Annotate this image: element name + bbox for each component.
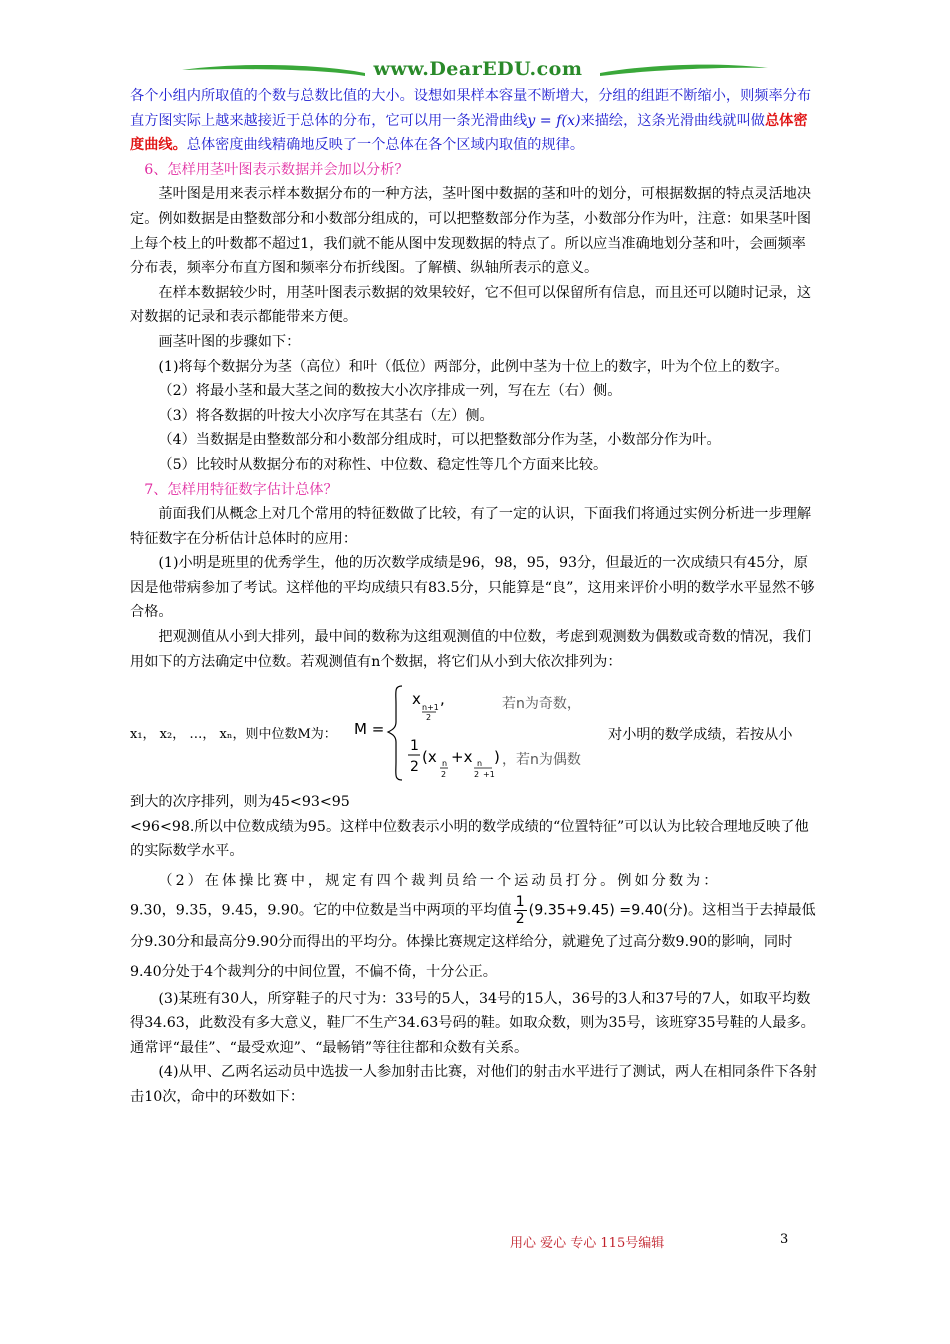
svg-text:(x: (x (422, 748, 437, 767)
example-1: (1)小明是班里的优秀学生，他的历次数学成绩是96，98，95，93分，但最近的一次成绩只有45分，原因是他带病参加了考试。这样他的平均成绩只有83.5分，只能算是“良”，这用来评价小明的数学水平显然不够合格。 (130, 555, 815, 621)
svg-text:x: x (412, 690, 421, 709)
svg-text:+x: +x (451, 748, 473, 767)
page-number: 3 (780, 1232, 789, 1247)
highlight-term: 总体密度曲线。 (130, 112, 808, 154)
paragraph-density-curve: 各个小组内所取值的个数与总数比值的大小。设想如果样本容量不断增大，分组的组距不断缩小，则频率分布直方图实际上越来越接近于总体的分布，它可以用一条光滑曲线y = f(x)来描绘，这条光滑曲线就叫做总体密度曲线。总体密度曲线精确地反映了一个总体在各个区域内取值的规律。 (130, 88, 812, 154)
svg-text:+1: +1 (483, 770, 495, 780)
footer-text: 用心 爱心 专心 115号编辑 (510, 1236, 665, 1251)
median-formula (352, 678, 602, 786)
header-banner (180, 56, 770, 86)
step-3: （3）将各数据的叶按大小次序写在其茎右（左）侧。 (158, 407, 494, 424)
example-2-intro: （2）在体操比赛中，规定有四个裁判员给一个运动员打分。例如分数为： (158, 873, 721, 890)
example-4: (4)从甲、乙两名运动员中选拔一人参加射击比赛，对他们的射击水平进行了测试，两人在相同条件下各射击10次，命中的环数如下： (130, 1064, 817, 1105)
formula-tail-text: 对小明的数学成绩，若按从小 (608, 727, 793, 744)
svg-text:M =: M = (354, 720, 385, 739)
formula-inline: y = f(x) (527, 112, 581, 129)
svg-text:2: 2 (474, 770, 480, 780)
formula-case-odd: 若n为奇数， (502, 696, 581, 713)
section-heading-6: 6、怎样用茎叶图表示数据并会加以分析？ (144, 161, 409, 178)
step-4: （4）当数据是由整数部分和小数部分组成时，可以把整数部分作为茎，小数部分作为叶。 (158, 432, 721, 449)
paragraph-stem-leaf: 茎叶图是用来表示样本数据分布的一种方法，茎叶图中数据的茎和叶的划分，可根据数据的特点灵活地决定。例如数据是由整数部分和小数部分组成的，可以把整数部分作为茎，小数部分作为叶，注意：如果茎叶图上每个枝上的叶数都不超过1，我们就不能从图中发现数据的特点了。所以应当准确地划分茎和叶，会画频率分布表，频率分布直方图和频率分布折线图。了解横、纵轴所表示的意义。 (130, 186, 812, 277)
svg-text:2: 2 (441, 770, 447, 780)
gymnastics-formula: (9.35+9.45) =9.40(分) (528, 902, 689, 919)
svg-text:2: 2 (426, 713, 432, 723)
main-content (130, 84, 820, 1110)
step-2: （2）将最小茎和最大茎之间的数按大小次序排成一列，写在左（右）侧。 (158, 383, 622, 400)
formula-lead-text: x₁， x₂， …， xₙ，则中位数M为： (130, 727, 337, 743)
example-2-body: 9.30，9.35，9.45，9.90。它的中位数是当中两项的平均值 $\frac{1}{2}$ (9.35+9.45) =9.40(分)。这相当于去掉最低分9.30分和最高分9.90分而得出的平均分。体操比赛规定这样给分，就避免了过高分数9.90的影响，同时9.40分处于4个裁判分的中间位置，不偏不倚，十分公正。 (130, 893, 816, 980)
site-logo[interactable]: www.DearEDU.com (373, 58, 583, 80)
paragraph-sorted-a: 到大的次序排列，则为45<93<95 (130, 794, 350, 811)
step-5: （5）比较时从数据分布的对称性、中位数、稳定性等几个方面来比较。 (158, 456, 608, 473)
paragraph-steps-intro: 画茎叶图的步骤如下： (158, 333, 301, 350)
svg-text:,: , (440, 690, 445, 709)
svg-text:n: n (442, 759, 448, 769)
section-heading-7: 7、怎样用特征数字估计总体？ (144, 481, 338, 498)
one-half-fraction: $\frac{1}{2}$ (515, 893, 525, 927)
paragraph-median-def: 把观测值从小到大排列，最中间的数称为这组观测值的中位数，考虑到观测数为偶数或奇数的情况，我们用如下的方法确定中位数。若观测值有n个数据，将它们从小到大依次排列为： (130, 629, 812, 670)
median-formula-row (130, 678, 820, 786)
step-1: (1)将每个数据分为茎（高位）和叶（低位）两部分，此例中茎为十位上的数字，叶为个位上的数字。 (158, 358, 789, 375)
paragraph-stem-leaf-2: 在样本数据较少时，用茎叶图表示数据的效果较好，它不但可以保留所有信息，而且还可以随时记录，这对数据的记录和表示都能带来方便。 (130, 284, 812, 326)
example-3: (3)某班有30人，所穿鞋子的尺寸为：33号的5人，34号的15人，36号的3人和37号的7人，如取平均数得34.63，此数没有多大意义，鞋厂不生产34.63号码的鞋。如取众数，则为35号，该班穿35号鞋的人最多。通常评“最佳”、“最受欢迎”、“最畅销”等往往都和众数有关系。 (130, 990, 815, 1056)
svg-text:n: n (477, 759, 483, 769)
svg-text:1: 1 (410, 738, 419, 755)
paragraph-feature-numbers: 前面我们从概念上对几个常用的特征数做了比较，有了一定的认识，下面我们将通过实例分析进一步理解特征数字在分析估计总体时的应用： (130, 506, 812, 547)
svg-text:2: 2 (410, 759, 419, 776)
paragraph-sorted-b: <96<98.所以中位数成绩为95。这样中位数表示小明的数学成绩的“位置特征”可以认为比较合理地反映了他的实际数学水平。 (130, 818, 809, 860)
formula-case-even: ，若n为偶数 (502, 752, 581, 769)
svg-text:n+1: n+1 (422, 703, 439, 713)
svg-text:): ) (494, 748, 500, 767)
